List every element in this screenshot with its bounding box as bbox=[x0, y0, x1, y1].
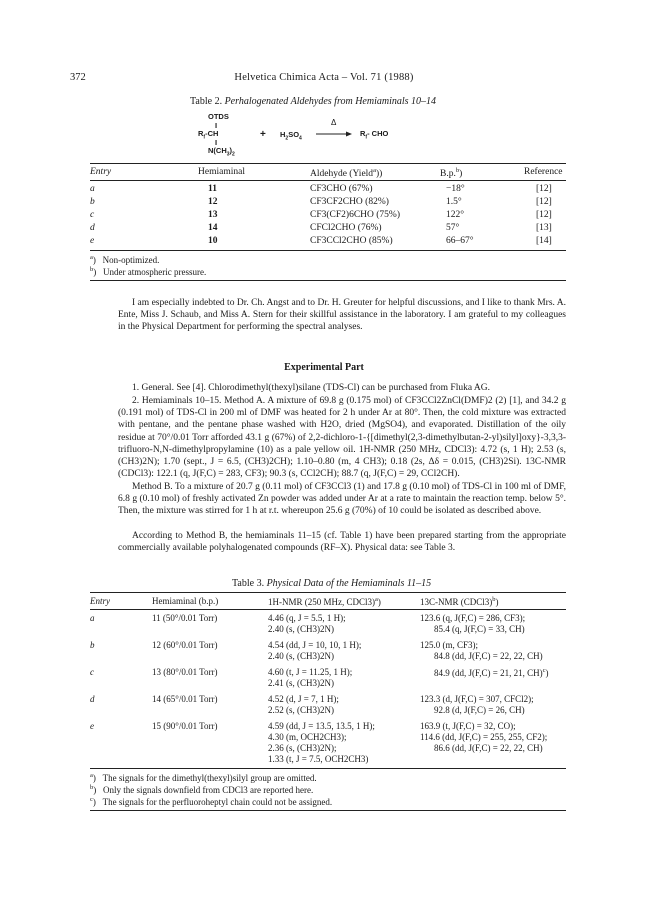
table2-header-aldehyde-text: Aldehyde (Yield bbox=[310, 169, 374, 180]
table3-cnmr-line: 114.6 (dd, J(F,C) = 255, 255, CF2); bbox=[420, 732, 548, 742]
table2-header-entry: Entry bbox=[90, 167, 112, 177]
table2-caption-text: Perhalogenated Aldehydes from Hemiaminals 10–14 bbox=[224, 96, 437, 107]
scheme-bond-bottom: I bbox=[215, 138, 218, 147]
table2-hemiaminal: 12 bbox=[208, 197, 218, 207]
table3-cnmr-line: 123.3 (d, J(F,C) = 307, CFCl2); bbox=[420, 694, 534, 704]
table3-entry: b bbox=[90, 640, 95, 650]
scheme-otds: OTDS bbox=[208, 112, 229, 121]
table3-entry: e bbox=[90, 721, 94, 731]
table3-caption-label: Table 3. bbox=[232, 578, 265, 589]
table2-entry: a bbox=[90, 184, 95, 194]
table3-hnmr-line: 2.41 (s, (CH3)2N) bbox=[268, 678, 334, 688]
scheme-product: $R_f-$ CHO bbox=[360, 129, 389, 141]
table3-bottom-rule bbox=[90, 768, 566, 769]
table2-reference: [14] bbox=[536, 236, 552, 246]
table3-cnmr-line: 163.9 (t, J(F,C) = 32, CO); bbox=[420, 721, 516, 731]
scheme-delta: Δ bbox=[331, 118, 337, 127]
reaction-scheme bbox=[198, 110, 458, 160]
table2-bp: 57° bbox=[446, 223, 460, 233]
table3-hnmr-line: 2.52 (s, (CH3)2N) bbox=[268, 705, 334, 715]
scheme-amine-a: N(CH bbox=[208, 146, 227, 155]
table2-footnote-b: $^b$) Under atmospheric pressure. bbox=[90, 266, 207, 277]
table2-aldehyde: CF3CF2CHO (82%) bbox=[310, 197, 389, 207]
table2-header-rule bbox=[90, 180, 566, 181]
table2-entry: d bbox=[90, 223, 95, 233]
table2-aldehyde: CFCl2CHO (76%) bbox=[310, 223, 382, 233]
table3-hnmr-line: 4.60 (t, J = 11.25, 1 H); bbox=[268, 667, 353, 677]
table3-top-rule bbox=[90, 592, 566, 593]
scheme-product-r: R bbox=[360, 129, 366, 138]
table2-footnote-a: $^a$) Non-optimized. bbox=[90, 254, 160, 265]
table2-hemiaminal: 11 bbox=[208, 184, 217, 194]
table3-hnmr-line: 4.54 (dd, J = 10, 10, 1 H); bbox=[268, 640, 362, 650]
table3-entry: d bbox=[90, 694, 95, 704]
table3-hnmr-line: 4.59 (dd, J = 13.5, 13.5, 1 H); bbox=[268, 721, 375, 731]
scheme-rf: R bbox=[198, 129, 204, 138]
table3-footnote-rule bbox=[90, 810, 566, 811]
table2-caption-label: Table 2. bbox=[190, 96, 223, 107]
page-header bbox=[70, 72, 578, 86]
table3-hnmr-line: 4.46 (q, J = 5.5, 1 H); bbox=[268, 613, 346, 623]
scheme-arrow-icon bbox=[316, 130, 352, 138]
section-title: Experimental Part bbox=[284, 362, 364, 373]
table2-reference: [12] bbox=[536, 197, 552, 207]
table3-header-cnmr-text: 13C-NMR (CDCl3) bbox=[420, 597, 493, 607]
table3-hnmr-line: 2.40 (s, (CH3)2N) bbox=[268, 651, 334, 661]
table3-entry: a bbox=[90, 613, 95, 623]
table3-hemiaminal: 12 (60°/0.01 Torr) bbox=[152, 640, 218, 650]
table2-aldehyde: CF3CCl2CHO (85%) bbox=[310, 236, 393, 246]
table2-reference: [12] bbox=[536, 210, 552, 220]
table3-hnmr-line: 1.33 (t, J = 7.5, OCH2CH3) bbox=[268, 754, 369, 764]
table3-footnote-b-text: Only the signals downfield from CDCl3 are reported here. bbox=[103, 785, 314, 795]
table3-header-hemiaminal: Hemiaminal (b.p.) bbox=[152, 596, 219, 606]
table2-entry: e bbox=[90, 236, 95, 246]
table3-footnote-c-text: The signals for the perfluoroheptyl chain could not be assigned. bbox=[102, 797, 333, 807]
scheme-plus: + bbox=[260, 129, 266, 140]
table2-aldehyde: CF3CHO (67%) bbox=[310, 184, 373, 194]
table3-caption bbox=[232, 578, 431, 589]
table3-header-entry: Entry bbox=[90, 596, 110, 606]
table2-footnote-a-text: Non-optimized. bbox=[102, 255, 160, 265]
table3-hnmr-line: 2.40 (s, (CH3)2N) bbox=[268, 624, 334, 634]
table2-bp: −18° bbox=[446, 184, 465, 194]
table3-hemiaminal: 15 (90°/0.01 Torr) bbox=[152, 721, 218, 731]
table2-bottom-rule bbox=[90, 250, 566, 251]
table3-cnmr-line: 84.9 (dd, J(F,C) = 21, 21, CH)$^c$) bbox=[434, 667, 549, 678]
table3-header-rule bbox=[90, 609, 566, 610]
paragraph-method-b: Method B. To a mixture of 20.7 g (0.11 mol) of CF3CCl3 (1) and 17.8 g (0.10 mol) of TDS-Cl in 100 ml of DMF, 6.8 g (0.10 mol) of freshly activated Zn powder was added under Ar at a rate to maintain the reaction temp. below 5°. Then, the mixture was stirred for 1 h at r.t. whereupon 25.6 g (70%) of 10 could be isolated as described above. bbox=[118, 482, 566, 517]
table2-header-bp-text: B.p. bbox=[440, 169, 456, 180]
table3-header-hnmr-text: 1H-NMR (250 MHz, CDCl3) bbox=[268, 597, 375, 607]
table2-top-rule bbox=[90, 163, 566, 164]
table3-cnmr-line: 86.6 (dd, J(F,C) = 22, 22, CH) bbox=[434, 743, 543, 753]
scheme-acid-h: H bbox=[280, 130, 286, 139]
paragraph-method-a: 2. Hemiaminals 10–15. Method A. A mixture of 69.8 g (0.175 mol) of CF3CCl2ZnCl(DMF)2 (2) [1], and 34.2 g (0.191 mol) of TDS-Cl in 200 ml of DMF was heated for 2 h under Ar at 80°. Then, the cold mixture was extracted with pentane, and the pentane phase washed with H2O, dried (MgSO4), and evaporated. Distillation of the oily residue at 70°/0.01 Torr afforded 43.1 g (67%) of 2,2-dichloro-1-{[dimethyl(2,3-dimethylbutan-2-yl)silyl]oxy}-3,3,3-trifluoro-N,N-dimethylpropylamine (10) as a pale yellow oil. 1H-NMR (250 MHz, CDCl3): 4.72 (s, 1 H); 2.53 (s, (CH3)2N); 1.70 (sept., J = 6.5, (CH3)2CH); 1.10–0.80 (m, 4 CH3); 0.18 (2s, Δδ = 0.015, (CH3)2Si). 13C-NMR (CDCl3): 122.1 (q, J(F,C) = 283, CF3); 90.3 (s, CCl2CH); 88.7 (q, J(F,C) = 29, CCl2CH). bbox=[118, 396, 566, 480]
table3-hemiaminal: 14 (65°/0.01 Torr) bbox=[152, 694, 218, 704]
table2-hemiaminal: 10 bbox=[208, 236, 218, 246]
paragraph-according: According to Method B, the hemiaminals 11–15 (cf. Table 1) have been prepared starting from the appropriate commercially available polyhalogenated compounds (RF–X). Physical data: see Table 3. bbox=[118, 531, 566, 554]
table3-entry: c bbox=[90, 667, 94, 677]
table3-footnote-a-text: The signals for the dimethyl(thexyl)silyl group are omitted. bbox=[102, 773, 317, 783]
table2-bp: 66–67° bbox=[446, 236, 474, 246]
table3-cnmr-line: 125.0 (m, CF3); bbox=[420, 640, 479, 650]
table2-footnote-rule bbox=[90, 280, 566, 281]
table2-reference: [12] bbox=[536, 184, 552, 194]
table2-hemiaminal: 13 bbox=[208, 210, 218, 220]
table2-header-reference: Reference bbox=[524, 167, 563, 177]
running-title: Helvetica Chimica Acta – Vol. 71 (1988) bbox=[234, 72, 414, 83]
table3-caption-text: Physical Data of the Hemiaminals 11–15 bbox=[266, 578, 432, 589]
table3-cnmr-line: 84.8 (dd, J(F,C) = 22, 22, CH) bbox=[434, 651, 543, 661]
table2-bp: 122° bbox=[446, 210, 465, 220]
table3-cnmr-line: 85.4 (q, J(F,C) = 33, CH) bbox=[434, 624, 525, 634]
table3-cnmr-line: 123.6 (q, J(F,C) = 286, CF3); bbox=[420, 613, 526, 623]
scheme-ch: -CH bbox=[205, 129, 219, 138]
scheme-acid: $H_2SO_4$ bbox=[280, 130, 302, 142]
table2-entry: b bbox=[90, 197, 95, 207]
table3-header-hnmr: 1H-NMR (250 MHz, CDCl3)$^a$) bbox=[268, 596, 381, 607]
table3-cnmr-line-text: 84.9 (dd, J(F,C) = 21, 21, CH) bbox=[434, 668, 543, 678]
table2-caption bbox=[190, 96, 436, 107]
table3-hemiaminal: 11 (50°/0.01 Torr) bbox=[152, 613, 218, 623]
table3-header-cnmr: 13C-NMR (CDCl3)$^b$) bbox=[420, 596, 499, 607]
scheme-product-cho: - CHO bbox=[367, 129, 389, 138]
page-number: 372 bbox=[70, 72, 86, 83]
table2-header-hemiaminal: Hemiaminal bbox=[198, 167, 245, 177]
table3-hemiaminal: 13 (80°/0.01 Torr) bbox=[152, 667, 218, 677]
table3-hnmr-line: 2.36 (s, (CH3)2N); bbox=[268, 743, 337, 753]
scheme-reactant: $R_f-CH$ bbox=[198, 129, 219, 141]
table2-header-aldehyde: Aldehyde (Yield$^a$)) bbox=[310, 167, 383, 180]
table3-footnote-b: $^b$) Only the signals downfield from CDCl3 are reported here. bbox=[90, 784, 314, 795]
table3-hnmr-line: 4.52 (d, J = 7, 1 H); bbox=[268, 694, 339, 704]
table2-footnote-b-text: Under atmospheric pressure. bbox=[103, 267, 207, 277]
table3-hnmr-line: 4.30 (m, OCH2CH3); bbox=[268, 732, 347, 742]
table2-reference: [13] bbox=[536, 223, 552, 233]
table3-footnote-a: $^a$) The signals for the dimethyl(thexyl)silyl group are omitted. bbox=[90, 772, 317, 783]
scheme-amine: $N(CH_3)_2$ bbox=[208, 146, 235, 158]
table3-cnmr-line: 92.8 (d, J(F,C) = 26, CH) bbox=[434, 705, 525, 715]
scheme-amine-b: ) bbox=[229, 146, 233, 155]
table2-bp: 1.5° bbox=[446, 197, 462, 207]
table2-header-bp: B.p.$^b$) bbox=[440, 167, 463, 180]
table2-hemiaminal: 14 bbox=[208, 223, 218, 233]
table2-aldehyde: CF3(CF2)6CHO (75%) bbox=[310, 210, 400, 220]
table2-entry: c bbox=[90, 210, 95, 220]
scheme-bond-top: I bbox=[215, 121, 218, 130]
scheme-acid-so: SO bbox=[288, 130, 300, 139]
acknowledgement: I am especially indebted to Dr. Ch. Angst and to Dr. H. Greuter for helpful discussions, and I like to thank Mrs. A. Ente, Miss J. Schaub, and Miss A. Stern for their skillful assistance in the laboratory. I am grateful to my colleagues in the Physical Department for performing the spectral analyses. bbox=[118, 298, 566, 333]
paragraph-general: 1. General. See [4]. Chlorodimethyl(thexyl)silane (TDS-Cl) can be purchased from Fluka AG. bbox=[132, 383, 491, 393]
table3-footnote-c: $^c$) The signals for the perfluoroheptyl chain could not be assigned. bbox=[90, 796, 333, 807]
